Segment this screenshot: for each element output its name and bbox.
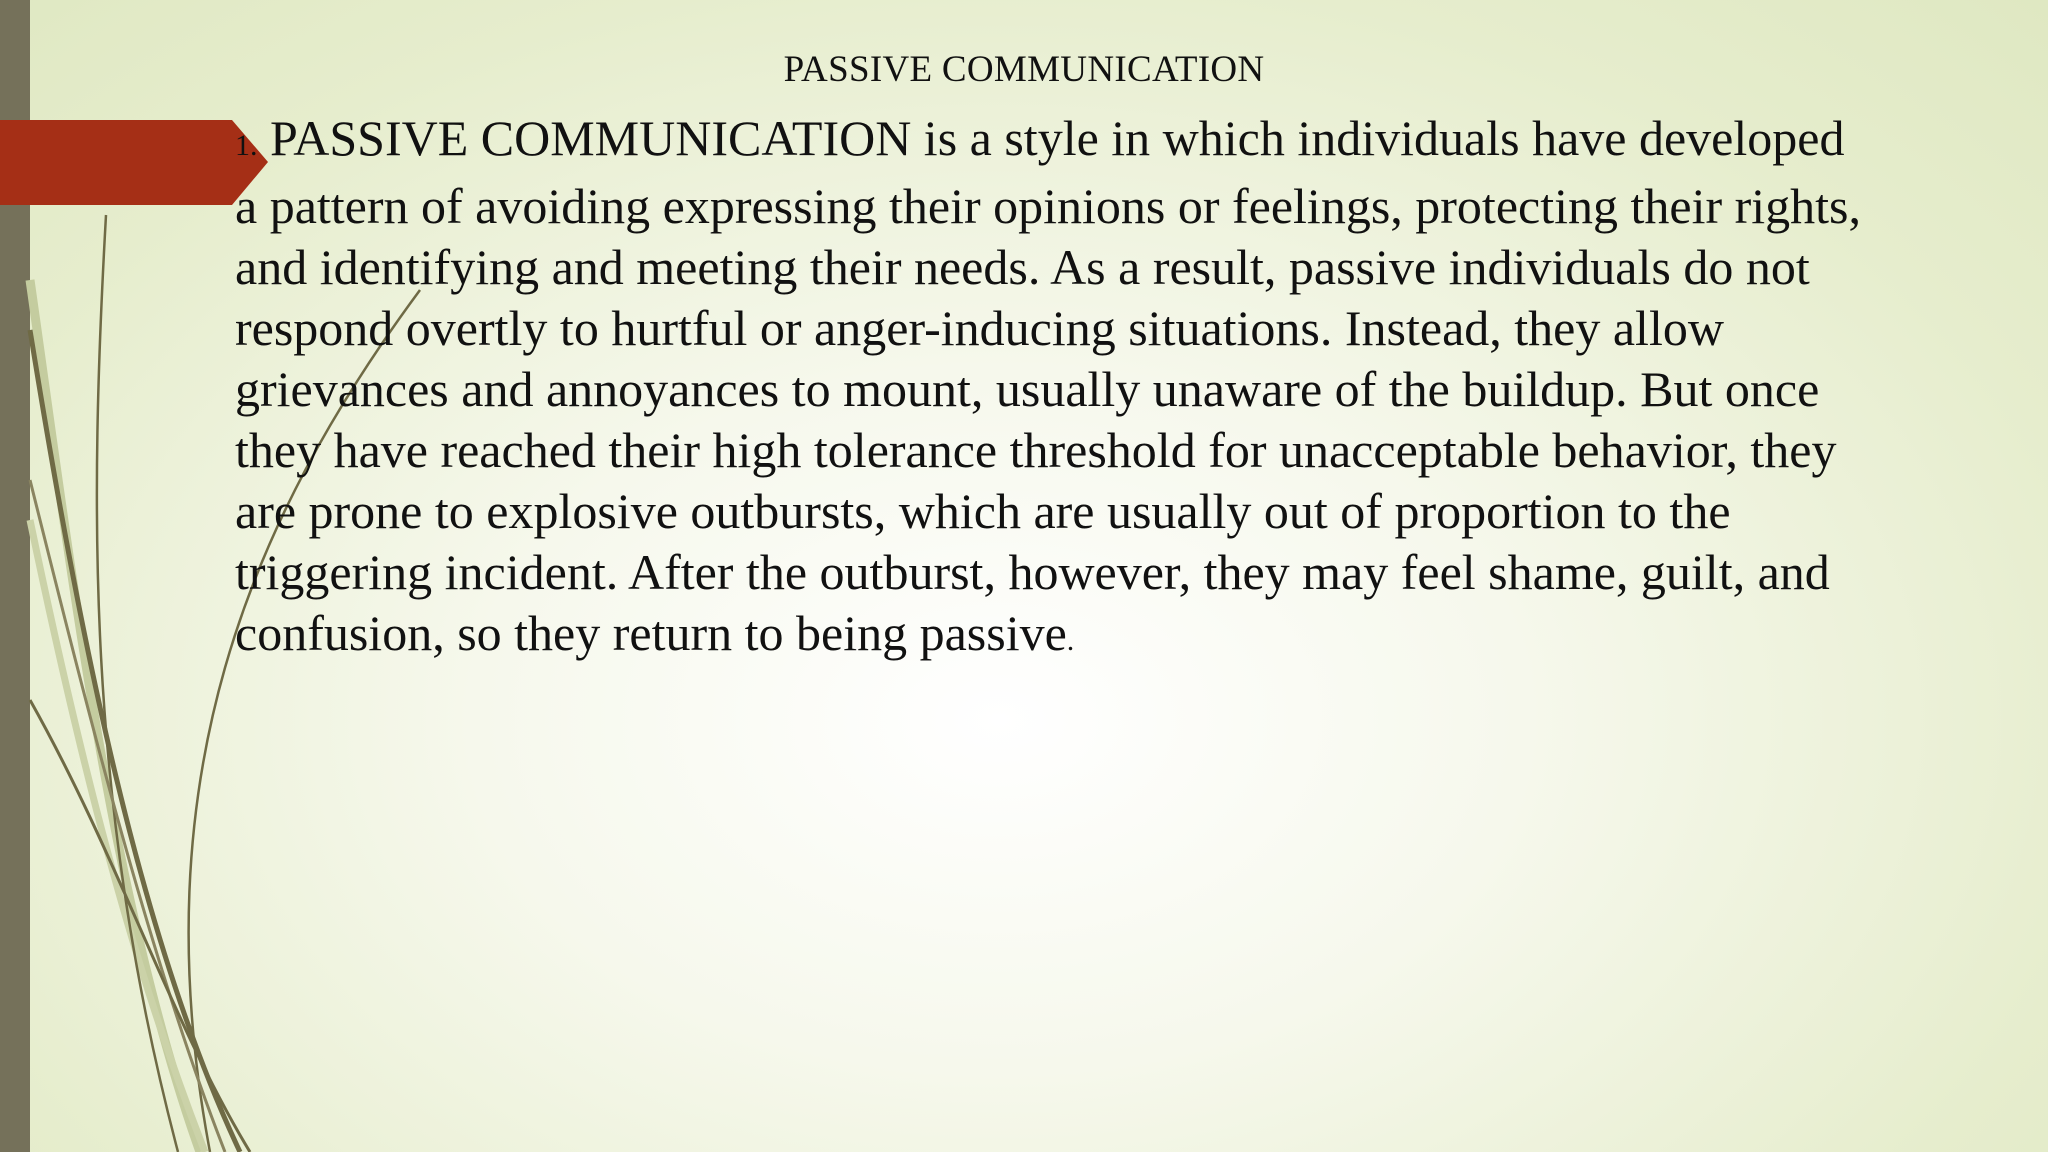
body-line-8: triggering incident. After the outburst, however, they may feel shame, guilt, and — [235, 544, 1830, 600]
body-line-1 — [235, 108, 1915, 176]
body-line-5: grievances and annoyances to mount, usually unaware of the buildup. But once — [235, 361, 1820, 417]
bullet-paragraph — [235, 108, 1915, 671]
body-line-4: respond overtly to hurtful or anger-inducing situations. Instead, they allow — [235, 300, 1724, 356]
body-line-2: a pattern of avoiding expressing their opinions or feelings, protecting their rights, — [235, 178, 1862, 234]
red-arrow-banner — [0, 120, 268, 205]
swoosh-dark-1 — [30, 330, 240, 1152]
bullet-number: 1. — [235, 129, 258, 162]
swoosh-dark-2 — [97, 215, 178, 1152]
swoosh-dark-5 — [30, 700, 250, 1152]
body-line-6: they have reached their high tolerance threshold for unacceptable behavior, they — [235, 422, 1837, 478]
end-mark: . — [1066, 624, 1075, 657]
swoosh-light-2 — [30, 520, 205, 1152]
body-line-1-text: PASSIVE COMMUNICATION is a style in which individuals have developed — [270, 110, 1845, 166]
body-line-3: and identifying and meeting their needs. As a result, passive individuals do not — [235, 239, 1810, 295]
swoosh-light-1 — [30, 280, 200, 1152]
body-line-9-text: confusion, so they return to being passive — [235, 605, 1067, 661]
slide-title: PASSIVE COMMUNICATION — [783, 49, 1265, 90]
swoosh-dark-4 — [30, 480, 225, 1152]
body-line-9 — [235, 603, 1915, 671]
body-line-7: are prone to explosive outbursts, which are usually out of proportion to the — [235, 483, 1731, 539]
